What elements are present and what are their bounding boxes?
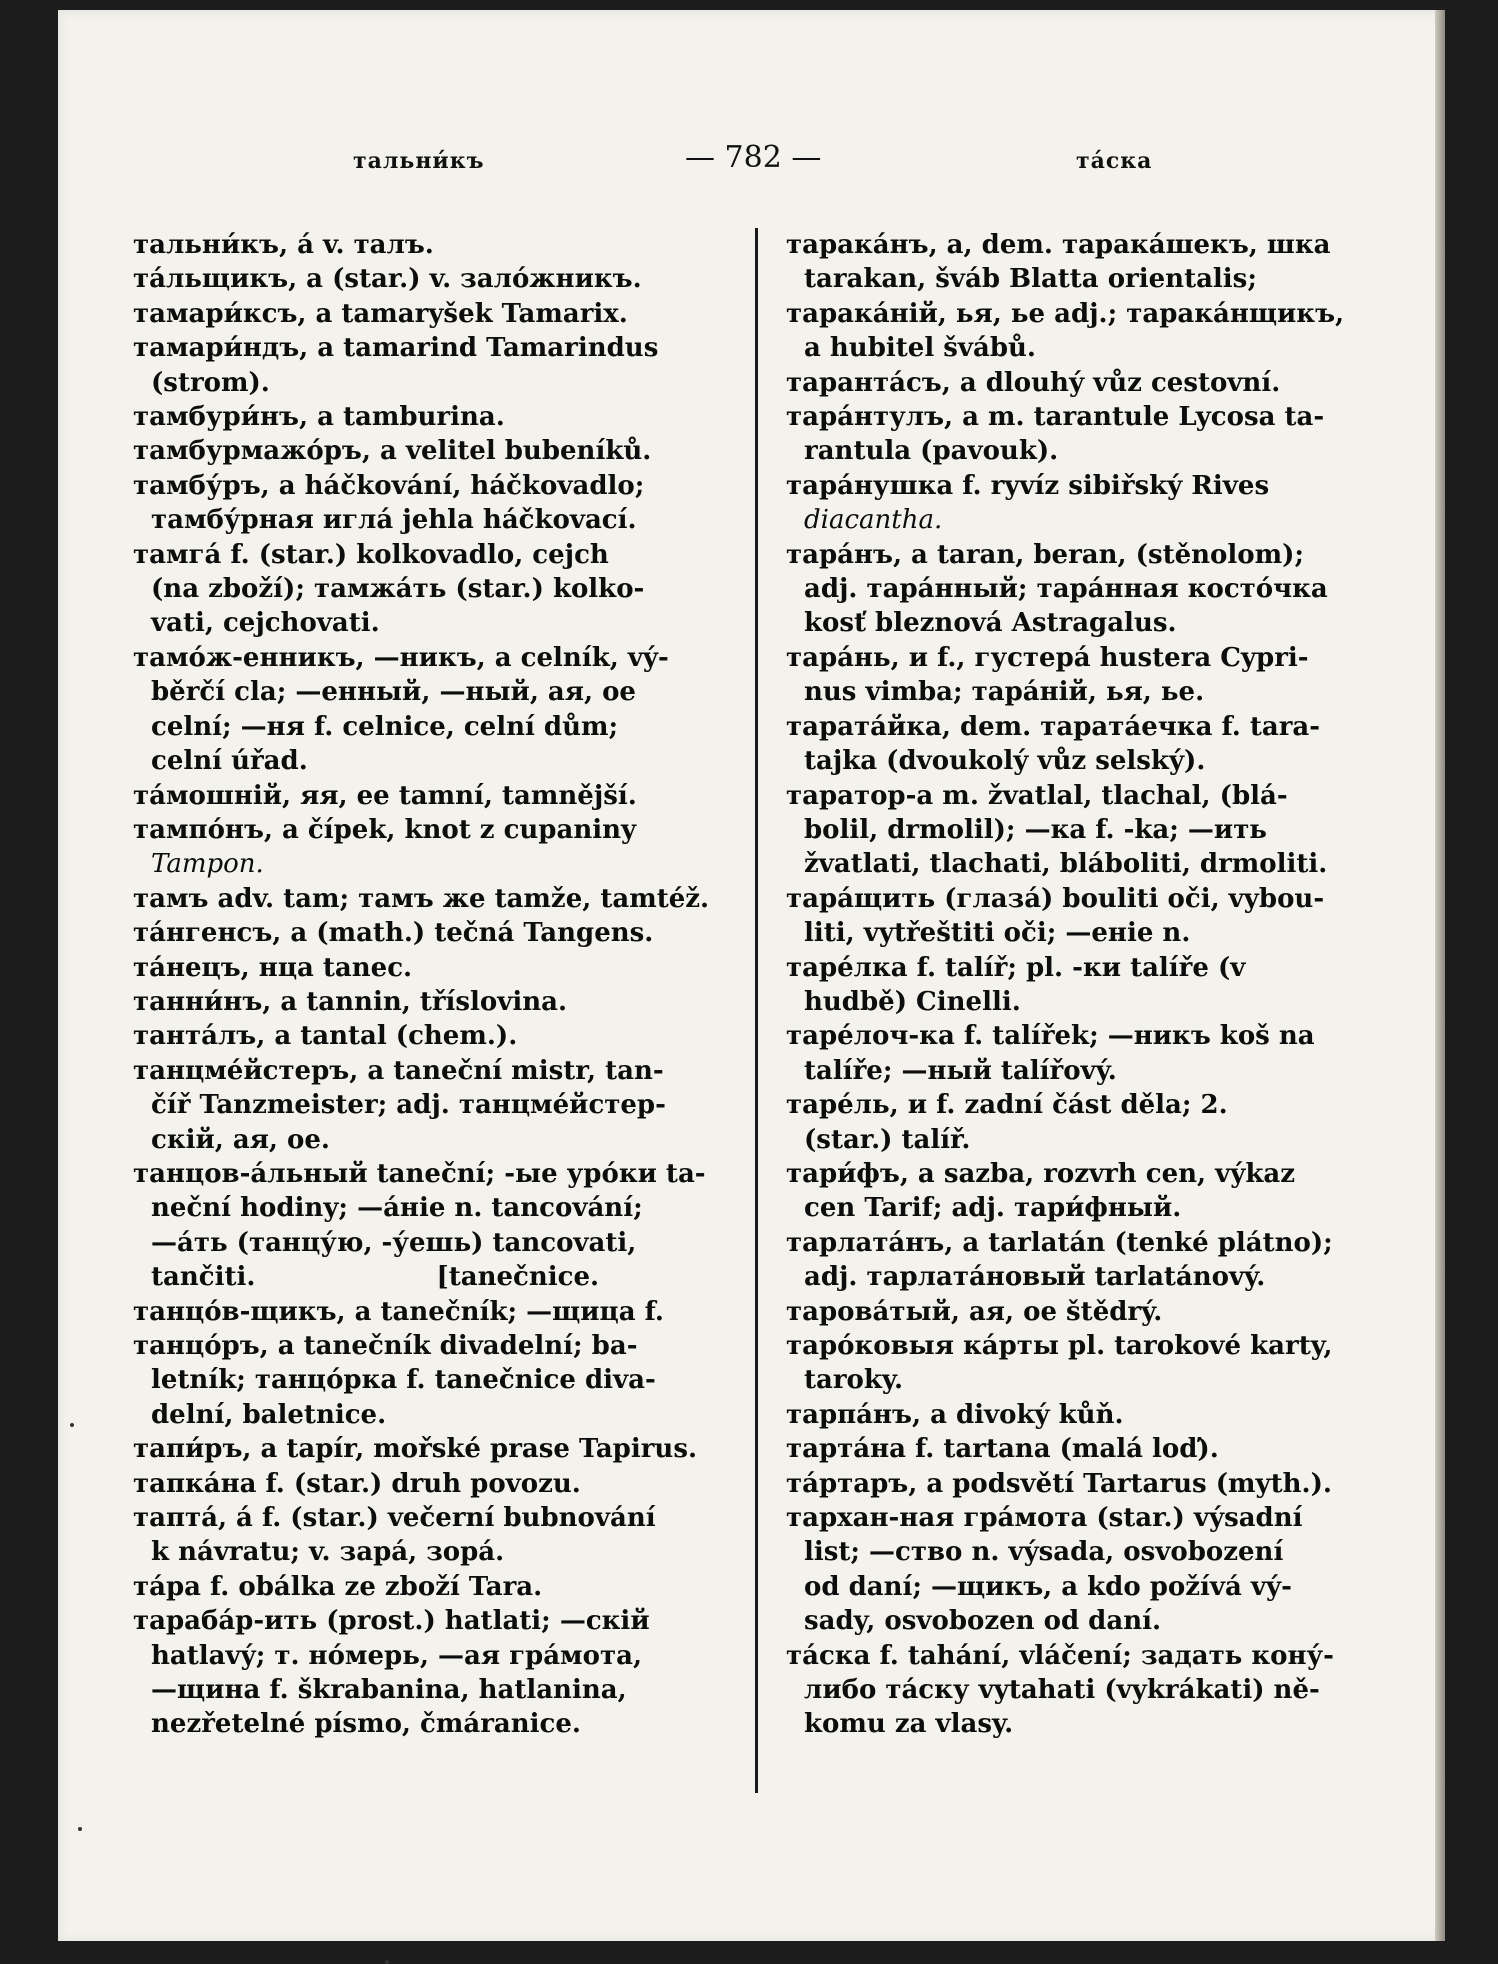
entry-line: celní úřad.: [151, 746, 308, 777]
entry-line: —щина f. škrabanina, hatlanina,: [151, 1675, 627, 1706]
entry-line: taroky.: [804, 1365, 904, 1396]
entry-line: танцов-а́льный taneční; -ые уро́ки ta-: [133, 1158, 706, 1189]
entry-line: hudbě) Cinelli.: [804, 986, 1021, 1017]
entry-line: liti, vytřeštiti oči; —еніе n.: [804, 918, 1191, 949]
entry-line: та́ртаръ, а podsvětí Tartarus (myth.).: [786, 1468, 1332, 1499]
entry-line: тарлата́нъ, а tarlatán (tenké plátno);: [786, 1227, 1333, 1258]
entry-line: та́нецъ, нца tanec.: [133, 952, 413, 983]
entry-line: тарпа́нъ, а divoký kůň.: [786, 1399, 1124, 1430]
scan-speck: [385, 1960, 389, 1964]
entry-line: скій, ая, ое.: [151, 1124, 330, 1155]
entry-line: Tampon.: [151, 849, 264, 880]
entry-line: тамари́ндъ, а tamarind Tamarindus: [133, 333, 659, 364]
header-left-guideword: тальни́къ: [353, 148, 485, 174]
entry-line: танцме́йстеръ, а taneční mistr, tan-: [133, 1055, 664, 1086]
entry-line: тара́нтулъ, а m. tarantule Lycosa ta-: [786, 402, 1325, 433]
entry-line: танцо́ръ, а tanečník divadelní; ba-: [133, 1331, 638, 1361]
page-number: — 782 —: [685, 140, 822, 175]
entry-line: adj. тарлата́новый tarlatánový.: [804, 1262, 1266, 1293]
entry-line: tančiti. [tanečnice.: [151, 1262, 600, 1293]
entry-line: k návratu; v. зара́, зора́.: [151, 1537, 505, 1568]
entry-line: танта́лъ, а tantal (chem.).: [133, 1021, 518, 1052]
entry-line: та́льщикъ, а (star.) v. зало́жникъ.: [133, 264, 642, 295]
entry-line: neční hodiny; —а́ніе n. tancování;: [151, 1193, 643, 1224]
left-column: [133, 228, 727, 1742]
entry-line: žvatlati, tlachati, bláboliti, drmoliti.: [804, 849, 1328, 880]
entry-line: celní; —ня f. celnice, celní dům;: [151, 711, 619, 742]
entry-line: таре́ль, и f. zadní část děla; 2.: [786, 1090, 1228, 1121]
entry-line: delní, baletnice.: [151, 1399, 387, 1430]
entry-line: komu za vlasy.: [804, 1709, 1014, 1740]
entry-line: тальни́къ, á v. талъ.: [133, 230, 434, 260]
entry-line: тамо́ж-енникъ, —никъ, а celník, vý-: [133, 642, 669, 673]
entry-line: тапка́на f. (star.) druh povozu.: [133, 1468, 581, 1499]
entry-line: та́нгенсъ, а (math.) tečná Tangens.: [133, 918, 654, 949]
entry-line: таратор-а m. žvatlal, tlachal, (blá-: [786, 780, 1288, 811]
entry-line: тара́щить (глаза́) bouliti oči, vybou-: [786, 883, 1325, 914]
entry-line: adj. тара́нный; тара́нная косто́чка: [804, 574, 1328, 605]
entry-line: тара́нушка f. ryvíz sibiřský Rives: [786, 470, 1270, 501]
column-divider: [755, 228, 758, 1793]
entry-line: letník; танцо́рка f. tanečnice diva-: [151, 1365, 656, 1396]
right-column: [786, 228, 1378, 1742]
entry-line: hatlavý; т. но́мерь, —ая гра́мота,: [151, 1640, 642, 1671]
entry-line: тамбу́рная игла́ jehla háčkovací.: [151, 505, 637, 536]
header-right-guideword: та́ска: [1076, 148, 1153, 174]
entry-line: tarakan, šváb Blatta orientalis;: [804, 264, 1257, 295]
entry-line: (strom).: [151, 367, 270, 398]
entry-line: sady, osvobozen od daní.: [804, 1606, 1162, 1637]
entry-line: bolil, drmolil); —ка f. -ka; —ить: [804, 814, 1267, 845]
entry-line: od daní; —щикъ, а kdo požívá vý-: [804, 1571, 1292, 1602]
entry-line: (na zboží); тамжа́ть (star.) kolko-: [151, 574, 645, 605]
entry-line: nus vimba; тара́ній, ья, ье.: [804, 677, 1205, 708]
entry-line: nezřetelné písmo, čmáranice.: [151, 1709, 581, 1740]
entry-line: тарака́нъ, а, dem. тарака́шекъ, шка: [786, 230, 1331, 260]
entry-line: тампо́нъ, а čípek, knot z cupaniny: [133, 814, 637, 845]
entry-line: list; —ство n. výsada, osvobození: [804, 1537, 1284, 1568]
entry-line: либо та́ску vytahati (vykrákati) ně-: [804, 1675, 1320, 1706]
scan-speck: [70, 1423, 74, 1427]
entry-line: таранта́съ, а dlouhý vůz cestovní.: [786, 367, 1281, 398]
page-edge: [1435, 10, 1445, 1941]
entry-line: тарта́на f. tartana (malá loď).: [786, 1434, 1219, 1465]
entry-line: танни́нъ, а tannin, tříslovina.: [133, 986, 568, 1017]
entry-line: тапта́, á f. (star.) večerní bubnování: [133, 1503, 656, 1534]
entry-line: тамбури́нъ, а tamburina.: [133, 402, 505, 433]
entry-line: тара́нь, и f., густера́ hustera Cypri-: [786, 642, 1309, 673]
page-header: [58, 140, 1445, 184]
entry-line: diacantha.: [804, 505, 943, 536]
entry-line: číř Tanzmeister; adj. танцме́йстер-: [151, 1090, 666, 1121]
dictionary-page: [58, 10, 1445, 1941]
entry-line: kosť bleznová Astragalus.: [804, 608, 1177, 639]
entry-line: танцо́в-щикъ, а tanečník; —щица f.: [133, 1296, 664, 1327]
entry-line: тарата́йка, dem. тарата́ечка f. tara-: [786, 711, 1321, 742]
entry-line: tajka (dvoukolý vůz selský).: [804, 746, 1206, 777]
entry-line: тапи́ръ, а tapír, mořské prase Tapirus.: [133, 1434, 698, 1465]
entry-line: talíře; —ный talířový.: [804, 1055, 1117, 1086]
entry-line: тари́фъ, а sazba, rozvrh cen, výkaz: [786, 1158, 1295, 1189]
entry-line: та́мошній, яя, ее tamní, tamnější.: [133, 780, 637, 811]
entry-line: a hubitel švábů.: [804, 333, 1036, 364]
entry-line: vati, cejchovati.: [151, 608, 380, 639]
entry-line: cen Tarif; adj. тари́фный.: [804, 1193, 1182, 1224]
entry-line: тара́нъ, а taran, beran, (stěnolom);: [786, 539, 1305, 570]
scan-speck: [78, 1827, 82, 1831]
entry-line: тамбурмажо́ръ, а velitel bubeníků.: [133, 436, 652, 467]
entry-line: тамга́ f. (star.) kolkovadlo, cejch: [133, 539, 609, 570]
entry-line: тарова́тый, ая, ое štědrý.: [786, 1296, 1163, 1327]
entry-line: тараба́р-ить (prost.) hatlati; —скій: [133, 1606, 650, 1637]
entry-line: таро́ковыя ка́рты pl. tarokové karty,: [786, 1331, 1333, 1361]
entry-line: тарака́ній, ья, ье adj.; тарака́нщикъ,: [786, 298, 1345, 329]
entry-line: тархан-ная гра́мота (star.) výsadní: [786, 1503, 1303, 1534]
entry-line: таре́лоч-ка f. talířek; —никъ koš na: [786, 1021, 1315, 1052]
entry-line: (star.) talíř.: [804, 1124, 971, 1155]
entry-line: běrčí cla; —енный, —ный, ая, ое: [151, 677, 636, 708]
entry-line: таре́лка f. talíř; pl. -ки talíře (v: [786, 952, 1246, 983]
entry-line: rantula (pavouk).: [804, 436, 1059, 467]
entry-line: тамбу́ръ, а háčkování, háčkovadlo;: [133, 470, 645, 501]
entry-line: та́ска f. tahání, vláčení; задать кону́-: [786, 1640, 1334, 1671]
entry-line: тамари́ксъ, а tamaryšek Tamarix.: [133, 298, 628, 329]
entry-line: —а́ть (танцу́ю, -у́ешь) tancovati,: [151, 1227, 637, 1258]
entry-line: тамъ adv. tam; тамъ же tamže, tamtéž.: [133, 883, 710, 914]
entry-line: та́ра f. obálka ze zboží Tara.: [133, 1571, 543, 1602]
